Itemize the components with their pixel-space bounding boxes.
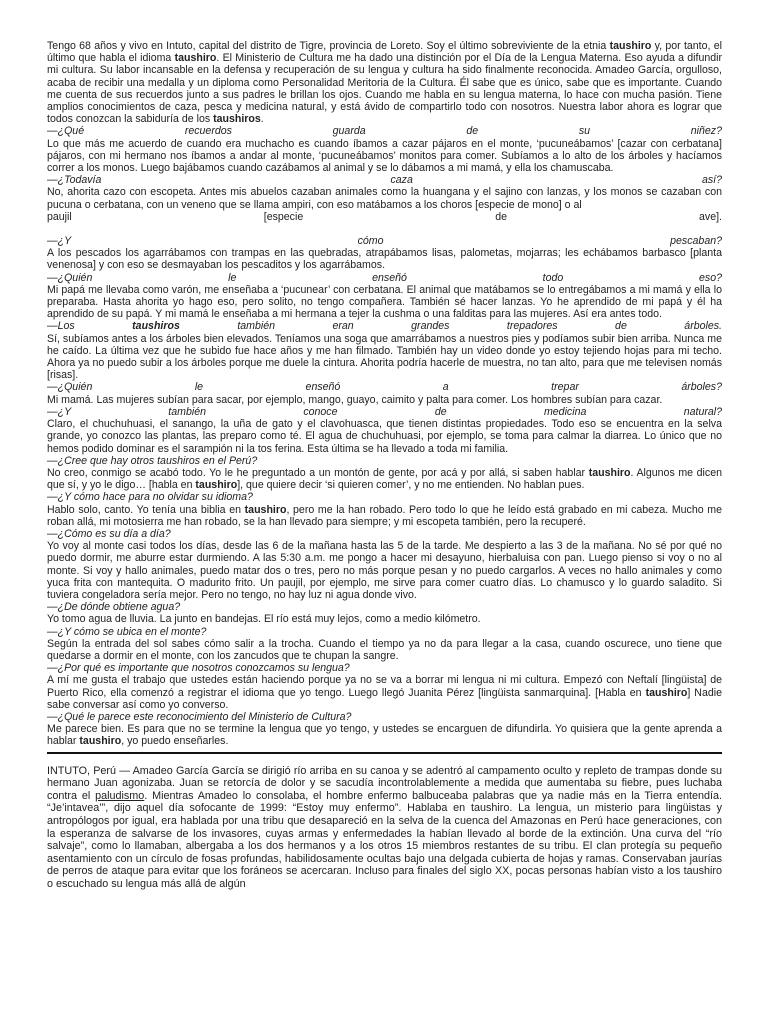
section-divider — [47, 752, 722, 754]
answer-fishing: A los pescados los agarrábamos con trampas en las quebradas, atrapábamos lisas, palometas, mojarras; les echábamos barbasco [planta venenosa] y con eso se desmayaban los pescaditos y los agarrábamos. — [47, 247, 722, 272]
answer-recognition-text-2: , yo puedo enseñarles. — [121, 735, 229, 748]
question-daily-life: —¿Cómo es su día a día? — [47, 527, 171, 540]
answer-importance — [47, 674, 722, 711]
intro-text-2: y, por tanto, el último que habla el idioma — [47, 40, 722, 65]
answer-water: Yo tomo agua de lluvia. La junto en bandejas. El río está muy lejos, como a medio kilómetro. — [47, 613, 481, 626]
question-who-taught: —¿Quién le enseñó todo eso? — [47, 271, 722, 284]
answer-not-forget — [47, 504, 722, 528]
question-not-forget: —¿Y cómo hace para no olvidar su idioma? — [47, 491, 253, 504]
question-other-taushiros: —¿Cree que hay otros taushiros en el Perú? — [47, 454, 258, 467]
answer-daily-life: Yo voy al monte casi todos los días, desde las 6 de la mañana hasta las 5 de la tarde. Me despierto a las 3 de la mañana. No sé por qué no puedo dormir, me aburre estar durmiendo. A las 5:30 a.m. me pongo a hacer mi desayuno, hierbaluisa con pan. Luego pienso si voy o no al monte. Si voy y hallo animales, puedo matar dos o tres, pero no más porque pesan y no puedo cargarlos. A veces no hallo animales y como yuca frita con mantequita. O madurito frito. Un paujil, por ejemplo, me sirve para comer cuatro días. Lo chamusco y lo guardo saladito. Si tuviera congeladora sería mejor. Pero no tengo, no hay luz ni agua donde vivo. — [47, 540, 722, 601]
question-medicine: —¿Y también conoce de medicina natural? — [47, 405, 722, 418]
answer-not-forget-bold: taushiro — [244, 503, 287, 516]
answer-other-bold-2: taushiro — [195, 479, 238, 492]
answer-recognition-bold: taushiro — [79, 735, 122, 748]
question-water: —¿De dónde obtiene agua? — [47, 601, 181, 614]
answer-other-text-2: . Algunos me dicen que sí, y yo le digo… [habla en — [47, 466, 722, 492]
answer-childhood: Lo que más me acuerdo de cuando era muchacho es cuando íbamos a cazar pájaros en el monte, ‘pucuneábamos’ [cazar con cerbatana] pájaros, con mi hermano nos íbamos a andar al monte, ‘pucuneábamos’ monitos para comer. Subíamos a lo alto de los árboles y hacíamos correr a los monos. Luego bajábamos cuando cazábamos al animal y se lo dábamos a mi mamá, y ella los chamuscaba. — [47, 137, 722, 175]
answer-who-taught: Mi papá me llevaba como varón, me enseñaba a ‘pucunear’ con cerbatana. El animal que matábamos se lo entregábamos a mi mamá y ella lo preparaba. Hasta ahorita yo hago eso, pero solito, no tengo compañera. También sé hacer lanzas. Yo he aprendido de mi papá y él ha aprendido de su papá. Y mi mamá le enseñaba a mi hermana a tejer la cushma o una falditas para las mujeres. Así era antes todo. — [47, 283, 722, 321]
article-text-2: . Mientras Amadeo lo consolaba, el hombre enfermo balbuceaba palabras que ya nadie más en la Tierra entendía. “Je’intavea’”, dijo aquel día sofocante de 1999: “Estoy muy enfermo”. Hablaba en taushiro. La lengua, un misterio para lingüistas y antropólogos por igual, era hablada por una tribu que desapareció en la selva de la cuenca del Amazonas en Perú hace generaciones, con la esperanza de salvarse de los invasores, cuyas armas y enfermedades la habían llevado al borde de la extinción. Una curva del “río salvaje”, como lo llamaban, albergaba a los dos hermanos y a los otros 15 miembros restantes de su tribu. El clan protegía su pequeño asentamiento con un círculo de fosas profundas, habilidosamente ocultas bajo una delgada cubierta de hojas y ramas. Conservaban jaurías de perros de ataque para evitar que los foráneos se acercaran. Incluso para finales del siglo XX, pocas personas habían visto a los taushiro o escuchado su lengua más allá de algún — [47, 789, 722, 890]
question-climbers-pre: —Los — [47, 320, 133, 333]
question-recognition: —¿Qué le parece este reconocimiento del Ministerio de Cultura? — [47, 710, 352, 723]
answer-importance-text-2: ] Nadie sabe conversar así como yo converso. — [47, 686, 722, 711]
ethnic-name-bold: taushiro — [609, 40, 652, 52]
intro-paragraph — [47, 40, 722, 125]
answer-orientation: Según la entrada del sol sabes cómo salir a la trocha. Cuando el tiempo ya no da para llegar a la casa, cuando oscurece, uno tiene que quedarse a dormir en el monte, con los zancudos que te chupan la sangre. — [47, 637, 722, 662]
answer-not-forget-text-1: Hablo solo, canto. Yo tenía una biblia en — [47, 503, 245, 516]
answer-other-taushiros — [47, 467, 722, 491]
question-fishing: —¿Y cómo pescaban? — [47, 235, 722, 248]
question-climbers-post: también eran grandes trepadores de árboles. — [179, 320, 722, 333]
article-text-1: INTUTO, Perú — Amadeo García García se dirigió río arriba en su canoa y se adentró al campamento oculto y repleto de trampas donde su hermano Juan agonizaba. Juan se retorcía de dolor y se sacudía incontrolablemente a medida que aumentaba su fiebre, pues luchaba contra el — [47, 764, 722, 802]
intro-text-1: Tengo 68 años y vivo en Intuto, capital del distrito de Tigre, provincia de Loreto. Soy el último sobreviviente de la etnia — [47, 40, 610, 52]
intro-text-3: . El Ministerio de Cultura me ha dado una distinción por el Día de la Lengua Materna. Eso ayuda a difundir mi cultura. Su labor incansable en la defensa y recuperación de su lengua y cultura ha sido finalmente reconocida. Amadeo García, orgulloso, acaba de recibir una medalla y un diploma como Personalidad Meritoria de la Cultura. Él sabe que es único, sabe que es importante. Cuando me cuenta de sus recuerdos junto a sus padres le brillan los ojos. Cuando me habla en su lengua materna, lo hace con mucha pasión. Tiene amplios conocimientos de caza, pesca y medicina natural, y está ávido de compartirlo todo con nosotros. Nuestra labor ahora es lograr que todos conozcan la sabiduría de los — [47, 52, 722, 126]
question-still-hunt: —¿Todavía caza así? — [47, 174, 722, 187]
malaria-link[interactable]: paludismo — [95, 789, 145, 802]
answer-who-taught-climb: Mi mamá. Las mujeres subían para sacar, por ejemplo, mango, guayo, caimito y palta para comer. Los hombres subían para cazar. — [47, 393, 663, 406]
question-orientation: —¿Y cómo se ubica en el monte? — [47, 625, 207, 638]
intro-text-4: . — [260, 113, 264, 126]
answer-climbers: Sí, subíamos antes a los árboles bien elevados. Teníamos una soga que amarrábamos a nuestros pies y podíamos subir bien arriba. Nunca me he caído. La última vez que he subido fue hace años y me han filmado. También hay un video donde yo estoy tejiendo hojas para mi techo. Ahora ya no puedo subir a los árboles porque me duele la cintura. Ahorita podría hacerle de muestra, no tan alto, para que me televisen nomás [risas]. — [47, 332, 722, 382]
question-childhood: —¿Qué recuerdos guarda de su niñez? — [47, 125, 722, 138]
question-climbers — [47, 320, 722, 332]
interview-section — [47, 40, 722, 748]
answer-recognition — [47, 723, 722, 747]
answer-medicine: Claro, el chuchuhuasi, el sanango, la uña de gato y el clavohuasca, que tienen distintas propiedades. Todo eso se encuentra en la selva grande, yo conozco las plantas, las preparo como té. El agua de chuchuhuasi, por ejemplo, se toma para calmar la diarrea. Lo único que no hemos podido dominar es el sarampión ni la tos ferina. Esta última se ha llevado a toda mi familia. — [47, 418, 722, 455]
article-paragraph — [47, 765, 722, 891]
answer-importance-text-1: A mí me gusta el trabajo que ustedes están haciendo porque ya no se va a borrar mi lengua ni mi cultura. Empezó con Neftalí [lingüista] de Puerto Rico, ella comenzó a registrar el idioma que yo tengo. Luego llegó Juanita Pérez [lingüista sanmarquina]. [Habla en — [47, 674, 722, 699]
answer-not-forget-text-2: , pero me la han robado. Pero todo lo que he leído está grabado en mi cabeza. Mucho me roban allá, mi motosierra me han robado, se la han llevado para siempre; y mi escopeta también, pero la recuperé. — [47, 503, 722, 528]
paragraph-gap — [47, 223, 722, 235]
answer-importance-bold: taushiro — [645, 686, 688, 699]
answer-still-hunt-tail: paujil [especie de ave]. — [47, 210, 722, 223]
people-name-bold: taushiros — [213, 113, 261, 126]
answer-recognition-text-1: Me parece bien. Es para que no se termine la lengua que yo tengo, y ustedes se encarguen de difundirla. Yo quisiera que la gente aprenda a hablar — [47, 723, 722, 748]
question-climbers-bold: taushiros — [132, 320, 180, 333]
question-importance: —¿Por qué es importante que nosotros conozcamos su lengua? — [47, 662, 350, 675]
language-name-bold: taushiro — [174, 52, 217, 65]
answer-other-text-1: No creo, conmigo se acabó todo. Yo le he preguntado a un montón de gente, por acá y por allá, si saben hablar — [47, 466, 589, 479]
answer-still-hunt-text: No, ahorita cazo con escopeta. Antes mis abuelos cazaban animales como la huangana y el sajino con lanzas, y los monos se cazaban con pucuna o cerbatana, con un veneno que se llama ampiri, con eso matábamos a los choros [especie de mono] o al — [47, 186, 722, 211]
question-who-taught-climb: —¿Quién le enseñó a trepar árboles? — [47, 381, 722, 394]
answer-other-text-3: ], que quiere decir ‘si quieren comer’, y no me entienden. No hablan pues. — [237, 479, 585, 492]
answer-still-hunt — [47, 186, 722, 223]
answer-other-bold-1: taushiro — [588, 466, 631, 479]
